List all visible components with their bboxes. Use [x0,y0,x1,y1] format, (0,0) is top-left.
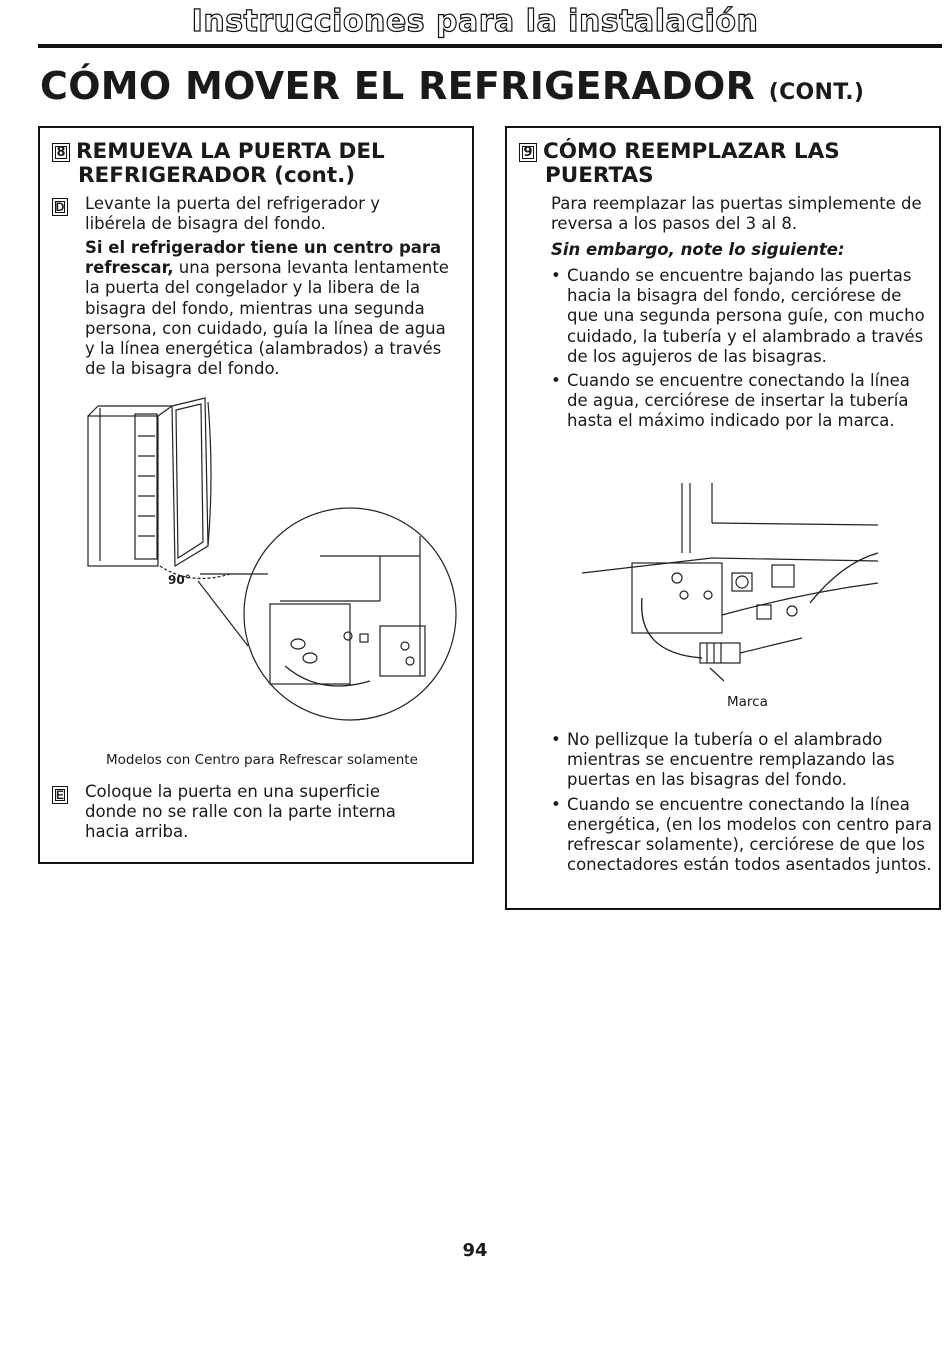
step-8-number: 8 [52,143,70,162]
step-9-intro: Para reemplazar las puertas simplemente de reversa a los pasos del 3 al 8. [551,194,922,234]
marca-label: Marca [727,694,768,710]
page-title [40,64,864,108]
substep-e-letter: E [52,786,68,804]
substep-d-text: Levante la puerta del refrigerador y libérela de bisagra del fondo. [85,194,380,234]
page-number: 94 [462,1240,488,1261]
step-9-bullets-2 [549,730,934,879]
substep-d-detail [85,238,455,379]
step-9-box [505,126,941,910]
step-9-note: Sin embargo, note lo siguiente: [551,240,845,259]
bullet-item: • Cuando se encuentre conectando la línea de agua, cerciórese de insertar la tubería hasta el máximo indicado por la marca. [549,371,934,432]
substep-d-bold: Si el refrigerador tiene un centro para refrescar, [85,238,442,278]
step-9-heading [519,140,929,188]
bullet-item: • Cuando se encuentre conectando la línea energética, (en los modelos con centro para refrescar solamente), cerciórese de que los conectadores están todos asentados juntos. [549,795,934,876]
bullet-item: • No pellizque la tubería o el alambrado mientras se encuentre remplazando las puertas en las bisagras del fondo. [549,730,934,791]
substep-d-letter: D [52,198,68,216]
step-9-heading-line1: CÓMO REEMPLAZAR LAS [543,139,840,164]
step-8-box [38,126,474,864]
step-8-heading [52,140,462,188]
door-removal-illustration [80,396,460,736]
page-title-main: CÓMO MOVER EL REFRIGERADOR [40,64,756,108]
step-9-heading-line2: PUERTAS [545,163,654,188]
step-9-bullets-1 [549,266,934,436]
page-title-suffix: (CONT.) [768,80,865,105]
section-header: Instrucciones para la instalación [191,4,759,39]
water-line-illustration [582,483,882,683]
header-rule [38,44,942,48]
step-8-heading-line2: REFRIGERADOR (cont.) [78,163,356,188]
substep-d-detail-text: una persona levanta lentamente la puerta del congelador y la libera de la bisagra del fondo, mientras una segunda persona, con cuidado, guía la línea de agua y la línea energética (alambrados) a través de la bisagra del fondo. [85,258,449,379]
illustration-caption: Modelos con Centro para Refrescar solamente [106,752,418,768]
substep-e-text: Coloque la puerta en una superficie donde no se ralle con la parte interna hacia arriba. [85,782,396,842]
bullet-item: • Cuando se encuentre bajando las puertas hacia la bisagra del fondo, cerciórese de que una segunda persona guíe, con mucho cuidado, la tubería y el alambrado a través de los agujeros de las bisagras. [549,266,934,367]
angle-label: 90° [168,573,191,587]
step-8-heading-line1: REMUEVA LA PUERTA DEL [76,139,385,164]
step-9-number: 9 [519,143,537,162]
